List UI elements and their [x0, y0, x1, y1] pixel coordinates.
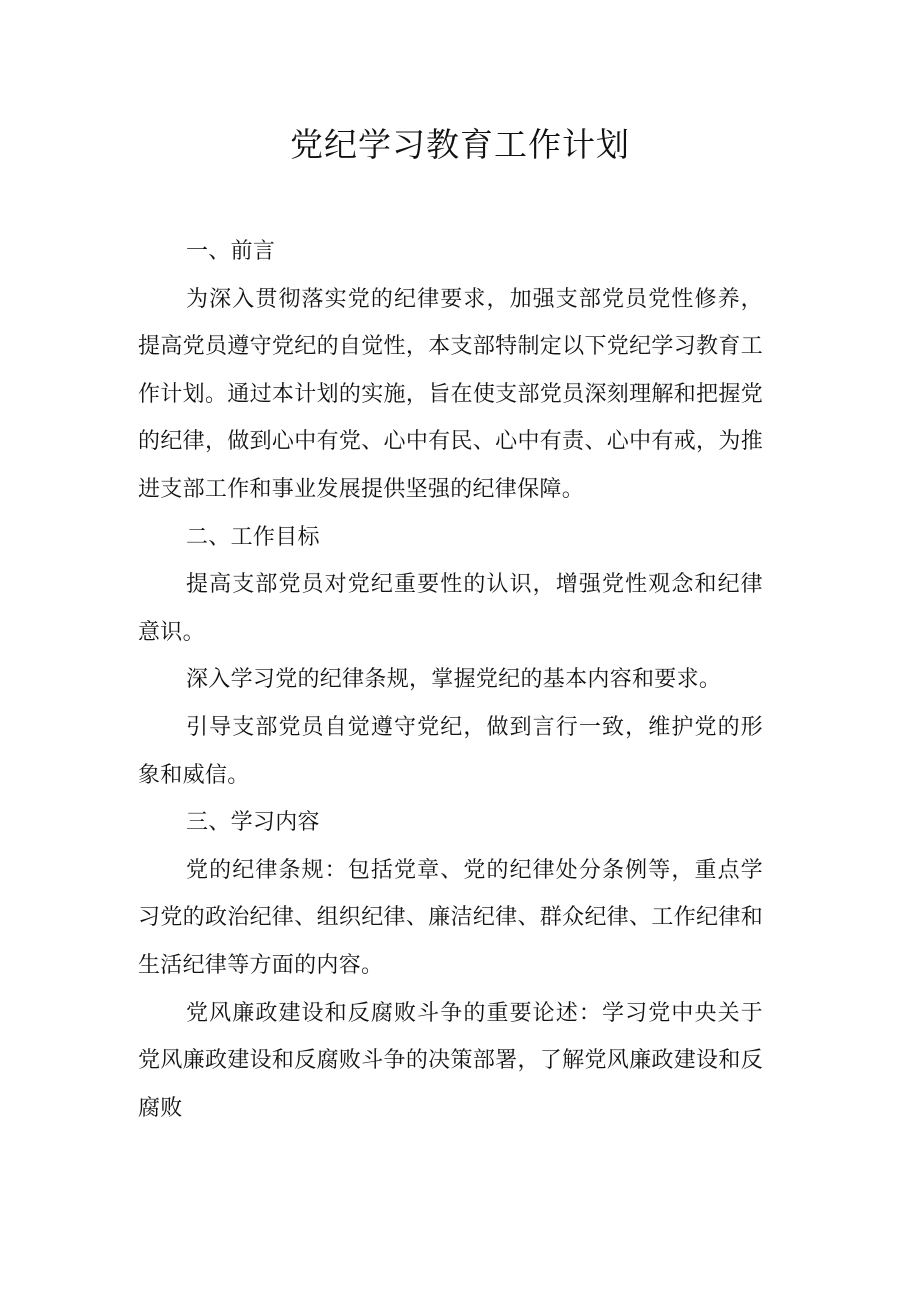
section-heading-goals: 二、工作目标 — [186, 524, 320, 550]
paragraph-goal-2: 深入学习党的纪律条规，掌握党纪的基本内容和要求。 — [186, 667, 722, 693]
document-body — [138, 228, 763, 1132]
document-title: 党纪学习教育工作计划 — [290, 125, 630, 164]
paragraph-goal-3: 引导支部党员自觉遵守党纪，做到言行一致，维护党的形象和威信。 — [138, 714, 763, 788]
section-heading-preface: 一、前言 — [186, 239, 276, 264]
paragraph-content-1: 党的纪律条规：包括党章、党的纪律处分条例等，重点学习党的政治纪律、组织纪律、廉洁纪律、群众纪律、工作纪律和生活纪律等方面的内容。 — [138, 857, 763, 978]
paragraph-content-2: 党风廉政建设和反腐败斗争的重要论述：学习党中央关于党风廉政建设和反腐败斗争的决策部署，了解党风廉政建设和反腐败 — [138, 1000, 763, 1121]
paragraph-preface: 为深入贯彻落实党的纪律要求，加强支部党员党性修养，提高党员遵守党纪的自觉性，本支部特制定以下党纪学习教育工作计划。通过本计划的实施，旨在使支部党员深刻理解和把握党的纪律，做到心中有党、心中有民、心中有责、心中有戒，为推进支部工作和事业发展提供坚强的纪律保障。 — [138, 286, 763, 502]
section-heading-content: 三、学习内容 — [186, 810, 320, 836]
paragraph-goal-1: 提高支部党员对党纪重要性的认识，增强党性观念和纪律意识。 — [138, 572, 763, 645]
